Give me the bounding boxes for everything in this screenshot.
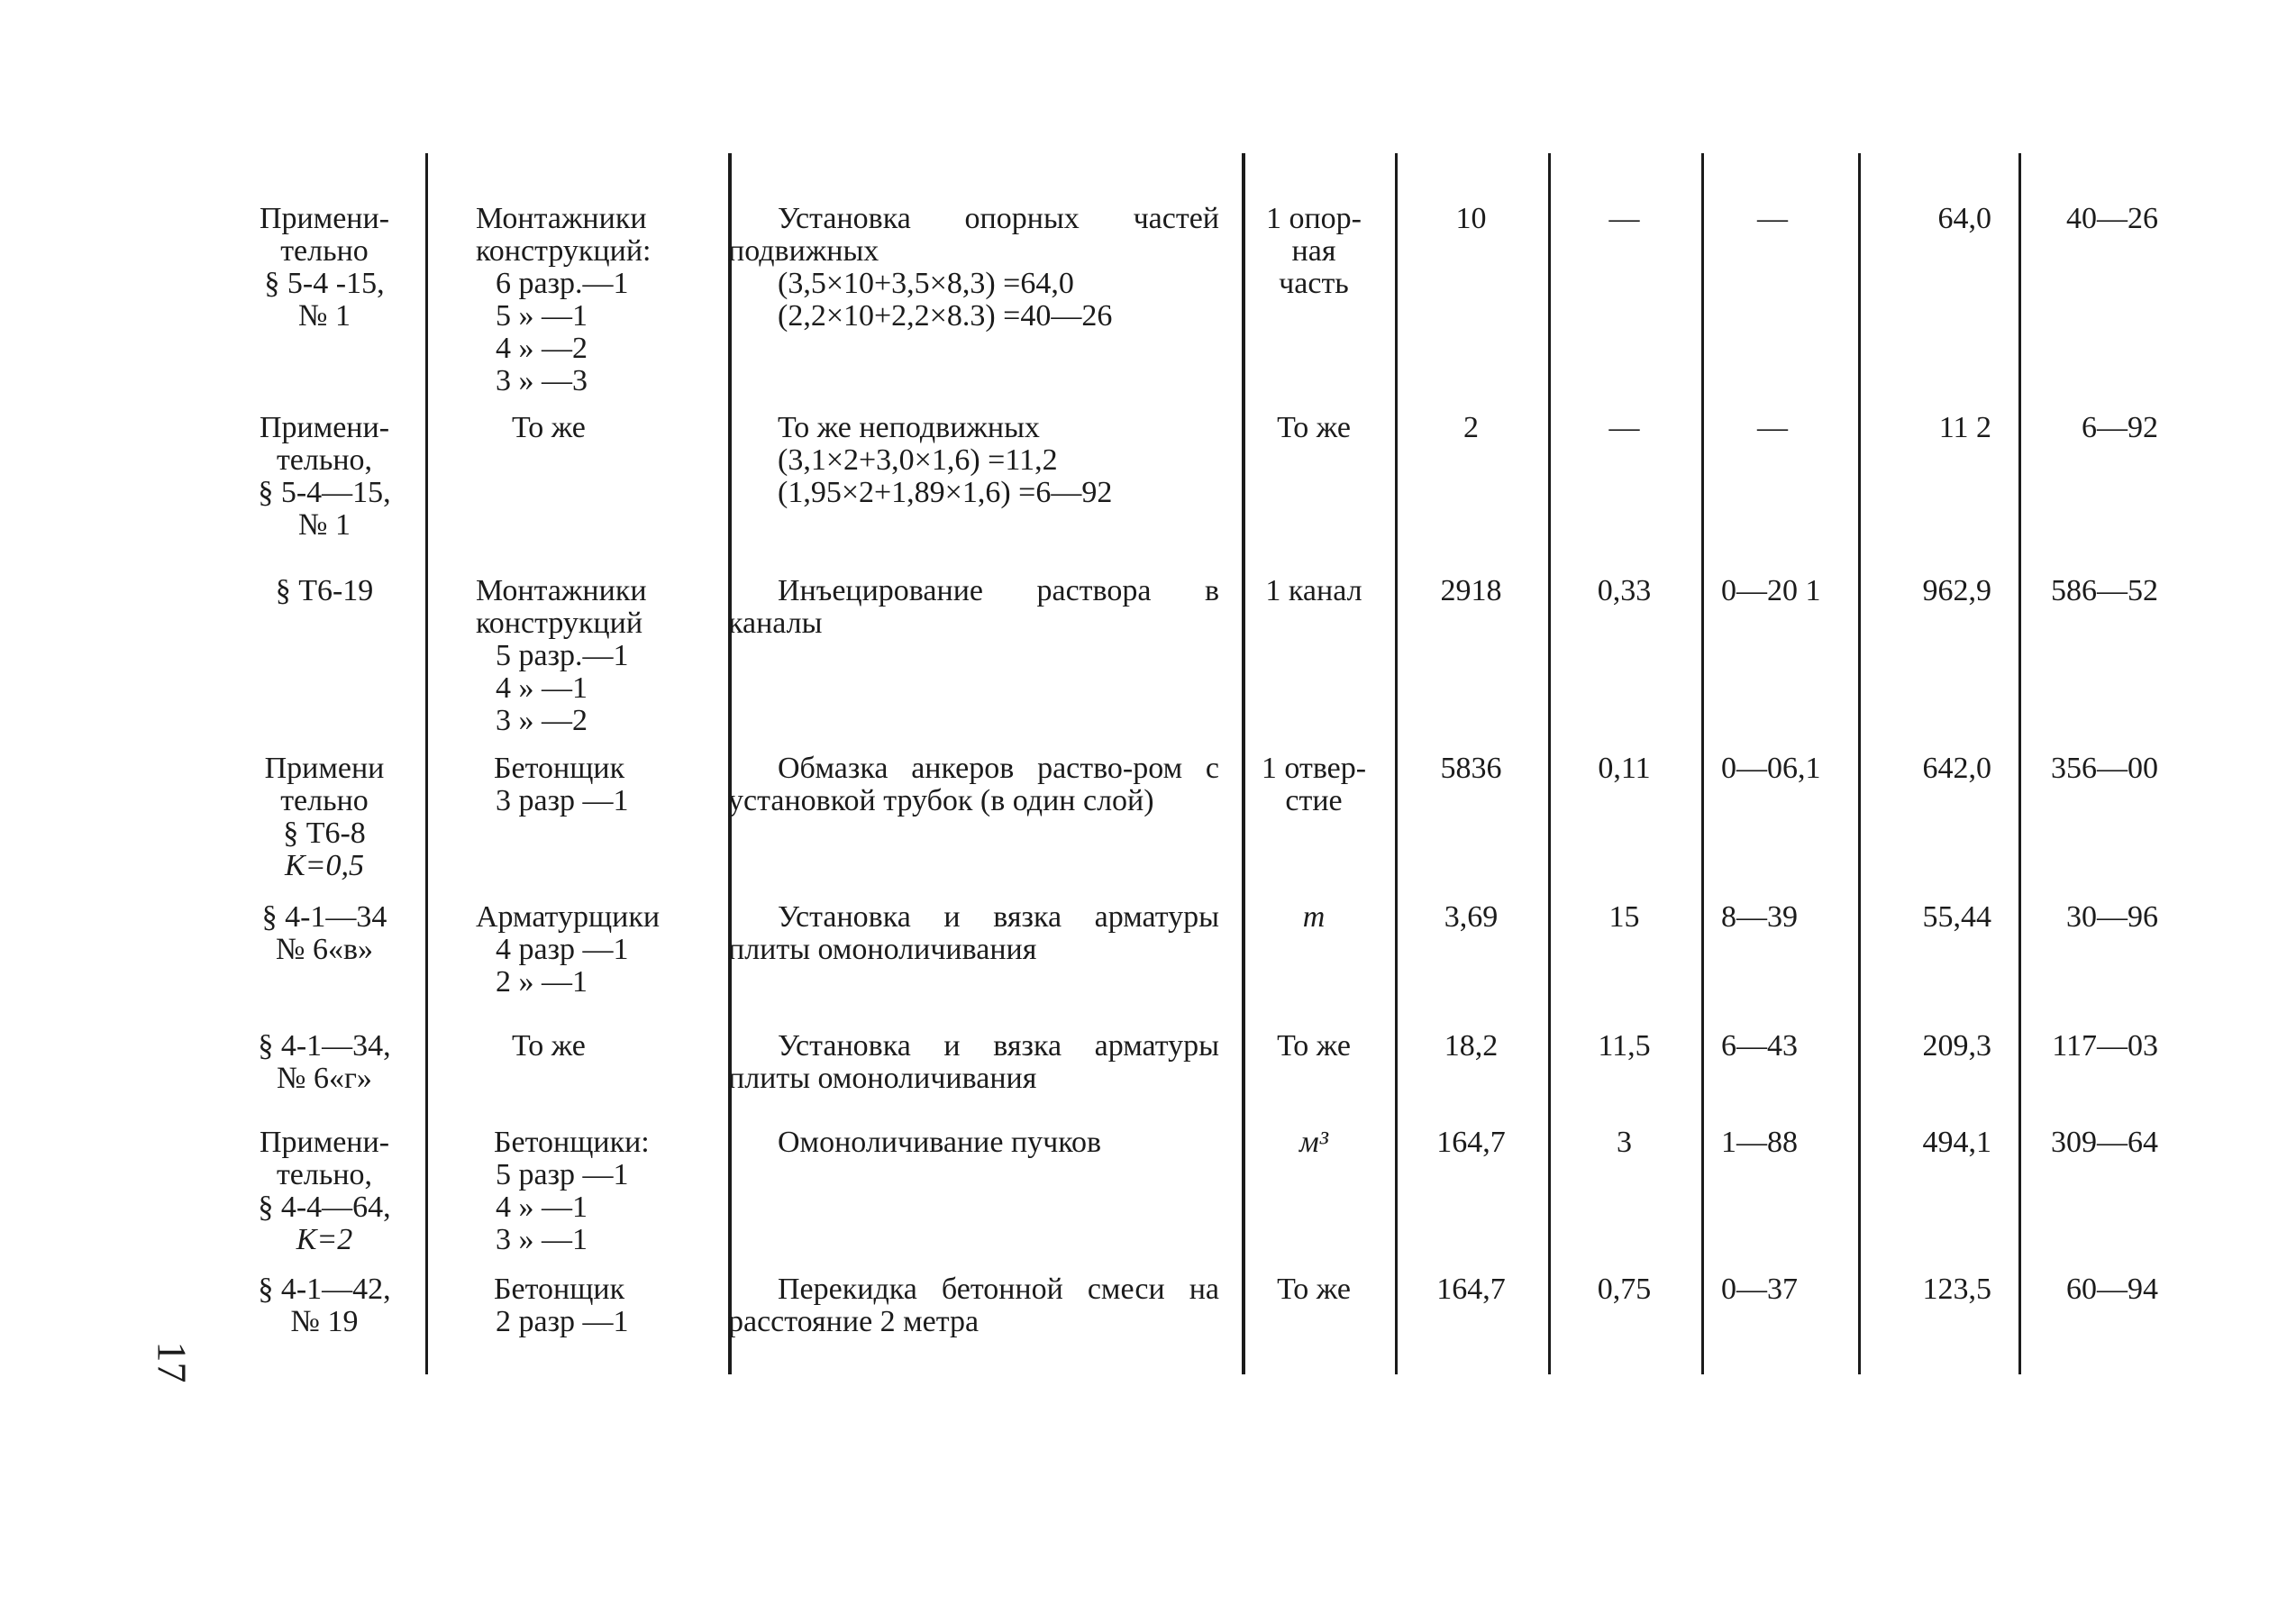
quantity: 3,69 — [1444, 900, 1499, 934]
norm-reference: § 4-1—42, № 19 — [258, 1273, 391, 1338]
norm-reference: § Т6-19 — [275, 574, 374, 607]
rate: 0—37 — [1721, 1273, 1798, 1306]
norm-reference: Примени- тельно, § 4-4—64, K=2 — [258, 1126, 391, 1256]
rate: 1—88 — [1721, 1126, 1798, 1159]
quantity: 164,7 — [1436, 1126, 1506, 1159]
crew-composition: Монтажники конструкций 5 разр.—1 4 » —1 3 » —2 — [476, 574, 647, 737]
work-description: Перекидка бетонной смеси на расстояние 2 метра — [728, 1273, 1219, 1338]
work-description: Установка опорных частей подвижных (3,5×10+3,5×8,3) =64,0 (2,2×10+2,2×8.3) =40—26 — [728, 202, 1219, 333]
page-number: 17 — [149, 1341, 196, 1383]
rate: — — [1757, 202, 1788, 235]
rate: 0—06,1 — [1721, 752, 1821, 785]
work-description: Обмазка анкеров раство-ром с установкой трубок (в один слой) — [728, 752, 1219, 817]
rate: 0—20 1 — [1721, 574, 1821, 607]
unit: 1 опор- ная часть — [1265, 202, 1362, 300]
crew-composition: Бетонщик 3 разр —1 — [494, 752, 629, 817]
quantity: 2 — [1463, 411, 1479, 444]
time-norm: 0,11 — [1598, 752, 1651, 785]
time-norm: — — [1608, 202, 1640, 235]
quantity: 10 — [1455, 202, 1487, 235]
rate: 6—43 — [1721, 1029, 1798, 1063]
unit: м³ — [1299, 1126, 1328, 1159]
norm-reference: Примени- тельно § 5-4 -15, № 1 — [259, 202, 390, 333]
work-description: Установка и вязка арматуры плиты омоноличивания — [728, 900, 1219, 966]
unit: То же — [1277, 411, 1351, 444]
quantity: 2918 — [1440, 574, 1502, 607]
labor-hours: 494,1 — [1922, 1126, 1991, 1159]
work-description: Установка и вязка арматуры плиты омоноличивания — [728, 1029, 1219, 1095]
quantity: 5836 — [1440, 752, 1502, 785]
labor-hours: 642,0 — [1922, 752, 1991, 785]
time-norm: 3 — [1617, 1126, 1632, 1159]
crew-composition: То же — [512, 411, 586, 444]
cost: 586—52 — [2051, 574, 2158, 607]
time-norm: 15 — [1608, 900, 1640, 934]
crew-composition: Бетонщики: 5 разр —1 4 » —1 3 » —1 — [494, 1126, 650, 1256]
labor-hours: 55,44 — [1922, 900, 1991, 934]
time-norm: 0,75 — [1597, 1273, 1652, 1306]
rate: 8—39 — [1721, 900, 1798, 934]
norm-reference: Примени тельно § Т6-8 K=0,5 — [264, 752, 385, 882]
labor-hours: 64,0 — [1937, 202, 1991, 235]
crew-composition: Бетонщик 2 разр —1 — [494, 1273, 629, 1338]
cost: 356—00 — [2051, 752, 2158, 785]
quantity: 164,7 — [1436, 1273, 1506, 1306]
labor-hours: 123,5 — [1922, 1273, 1991, 1306]
crew-composition: То же — [512, 1029, 586, 1063]
column-rule — [1858, 153, 1861, 1374]
labor-hours: 209,3 — [1922, 1029, 1991, 1063]
norm-reference: § 4-1—34 № 6«в» — [261, 900, 387, 966]
crew-composition: Арматурщики 4 разр —1 2 » —1 — [476, 900, 661, 999]
work-description: То же неподвижных (3,1×2+3,0×1,6) =11,2 (1,95×2+1,89×1,6) =6—92 — [778, 411, 1113, 509]
time-norm: 0,33 — [1597, 574, 1652, 607]
time-norm: 11,5 — [1598, 1029, 1651, 1063]
norm-reference: Примени- тельно, § 5-4—15, № 1 — [258, 411, 391, 542]
cost: 60—94 — [2066, 1273, 2158, 1306]
cost: 117—03 — [2052, 1029, 2158, 1063]
column-rule — [425, 153, 428, 1374]
quantity: 18,2 — [1444, 1029, 1499, 1063]
column-rule — [2018, 153, 2021, 1374]
unit: 1 канал — [1265, 574, 1362, 607]
cost: 309—64 — [2051, 1126, 2158, 1159]
unit: т — [1302, 900, 1326, 934]
rate: — — [1757, 411, 1788, 444]
cost: 30—96 — [2066, 900, 2158, 934]
work-description: Инъецирование раствора в каналы — [728, 574, 1219, 640]
norm-reference: § 4-1—34, № 6«г» — [258, 1029, 391, 1095]
cost: 40—26 — [2066, 202, 2158, 235]
unit: 1 отвер- стие — [1261, 752, 1367, 817]
unit: То же — [1277, 1273, 1351, 1306]
crew-composition: Монтажники конструкций: 6 разр.—1 5 » —1 4 » —2 3 » —3 — [476, 202, 652, 397]
unit: То же — [1277, 1029, 1351, 1063]
labor-hours: 11 2 — [1938, 411, 1991, 444]
work-description: Омоноличивание пучков — [778, 1126, 1102, 1159]
cost: 6—92 — [2082, 411, 2158, 444]
labor-hours: 962,9 — [1922, 574, 1991, 607]
time-norm: — — [1608, 411, 1640, 444]
